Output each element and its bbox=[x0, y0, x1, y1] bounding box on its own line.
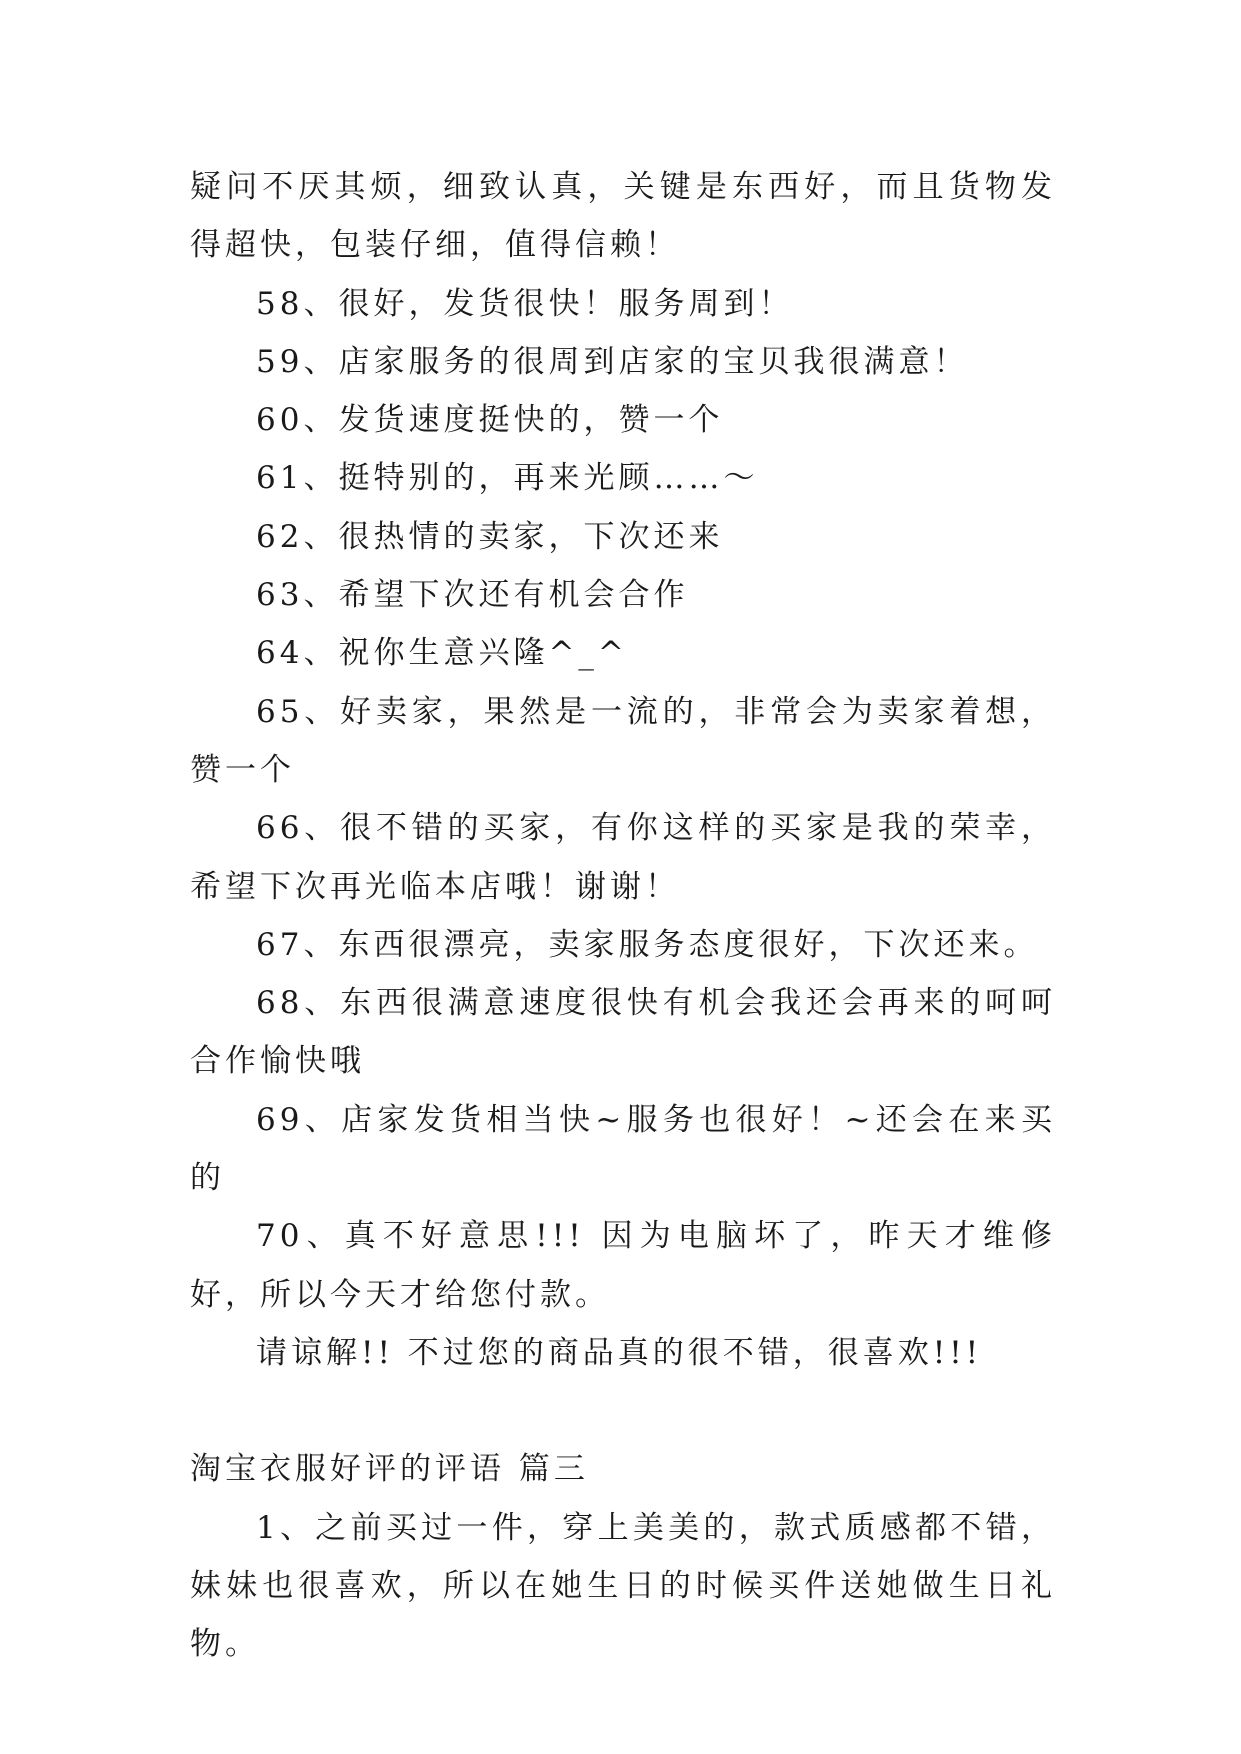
review-67: 67、东西很漂亮，卖家服务态度很好，下次还来。 bbox=[256, 926, 1039, 963]
section-review-1: 1、之前买过一件，穿上美美的，款式质感都不错，妹妹也很喜欢，所以在她生日的时候买件送她做生日礼物。 bbox=[190, 1509, 1056, 1663]
review-70-continued: 请谅解!! 不过您的商品真的很不错，很喜欢!!! bbox=[256, 1334, 983, 1371]
document-body bbox=[190, 158, 1056, 1673]
review-60: 60、发货速度挺快的，赞一个 bbox=[256, 402, 724, 439]
review-65: 65、好卖家，果然是一流的，非常会为卖家着想，赞一个 bbox=[190, 693, 1056, 788]
review-58: 58、很好，发货很快！服务周到！ bbox=[256, 285, 794, 322]
review-61: 61、挺特别的，再来光顾……～ bbox=[256, 460, 759, 497]
review-59: 59、店家服务的很周到店家的宝贝我很满意！ bbox=[256, 343, 969, 380]
review-64: 64、祝你生意兴隆^_^ bbox=[256, 635, 628, 672]
section-heading: 淘宝衣服好评的评语 篇三 bbox=[190, 1451, 589, 1488]
review-68: 68、东西很满意速度很快有机会我还会再来的呵呵合作愉快哦 bbox=[190, 985, 1056, 1080]
review-66: 66、很不错的买家，有你这样的买家是我的荣幸，希望下次再光临本店哦！谢谢！ bbox=[190, 810, 1056, 905]
review-69: 69、店家发货相当快~服务也很好！~还会在来买的 bbox=[190, 1101, 1056, 1197]
review-70: 70、真不好意思!!! 因为电脑坏了，昨天才维修好，所以今天才给您付款。 bbox=[190, 1218, 1056, 1313]
paragraph-continuation: 疑问不厌其烦，细致认真，关键是东西好，而且货物发得超快，包装仔细，值得信赖！ bbox=[190, 169, 1056, 264]
review-62: 62、很热情的卖家，下次还来 bbox=[256, 518, 724, 555]
review-63: 63、希望下次还有机会合作 bbox=[256, 577, 689, 614]
